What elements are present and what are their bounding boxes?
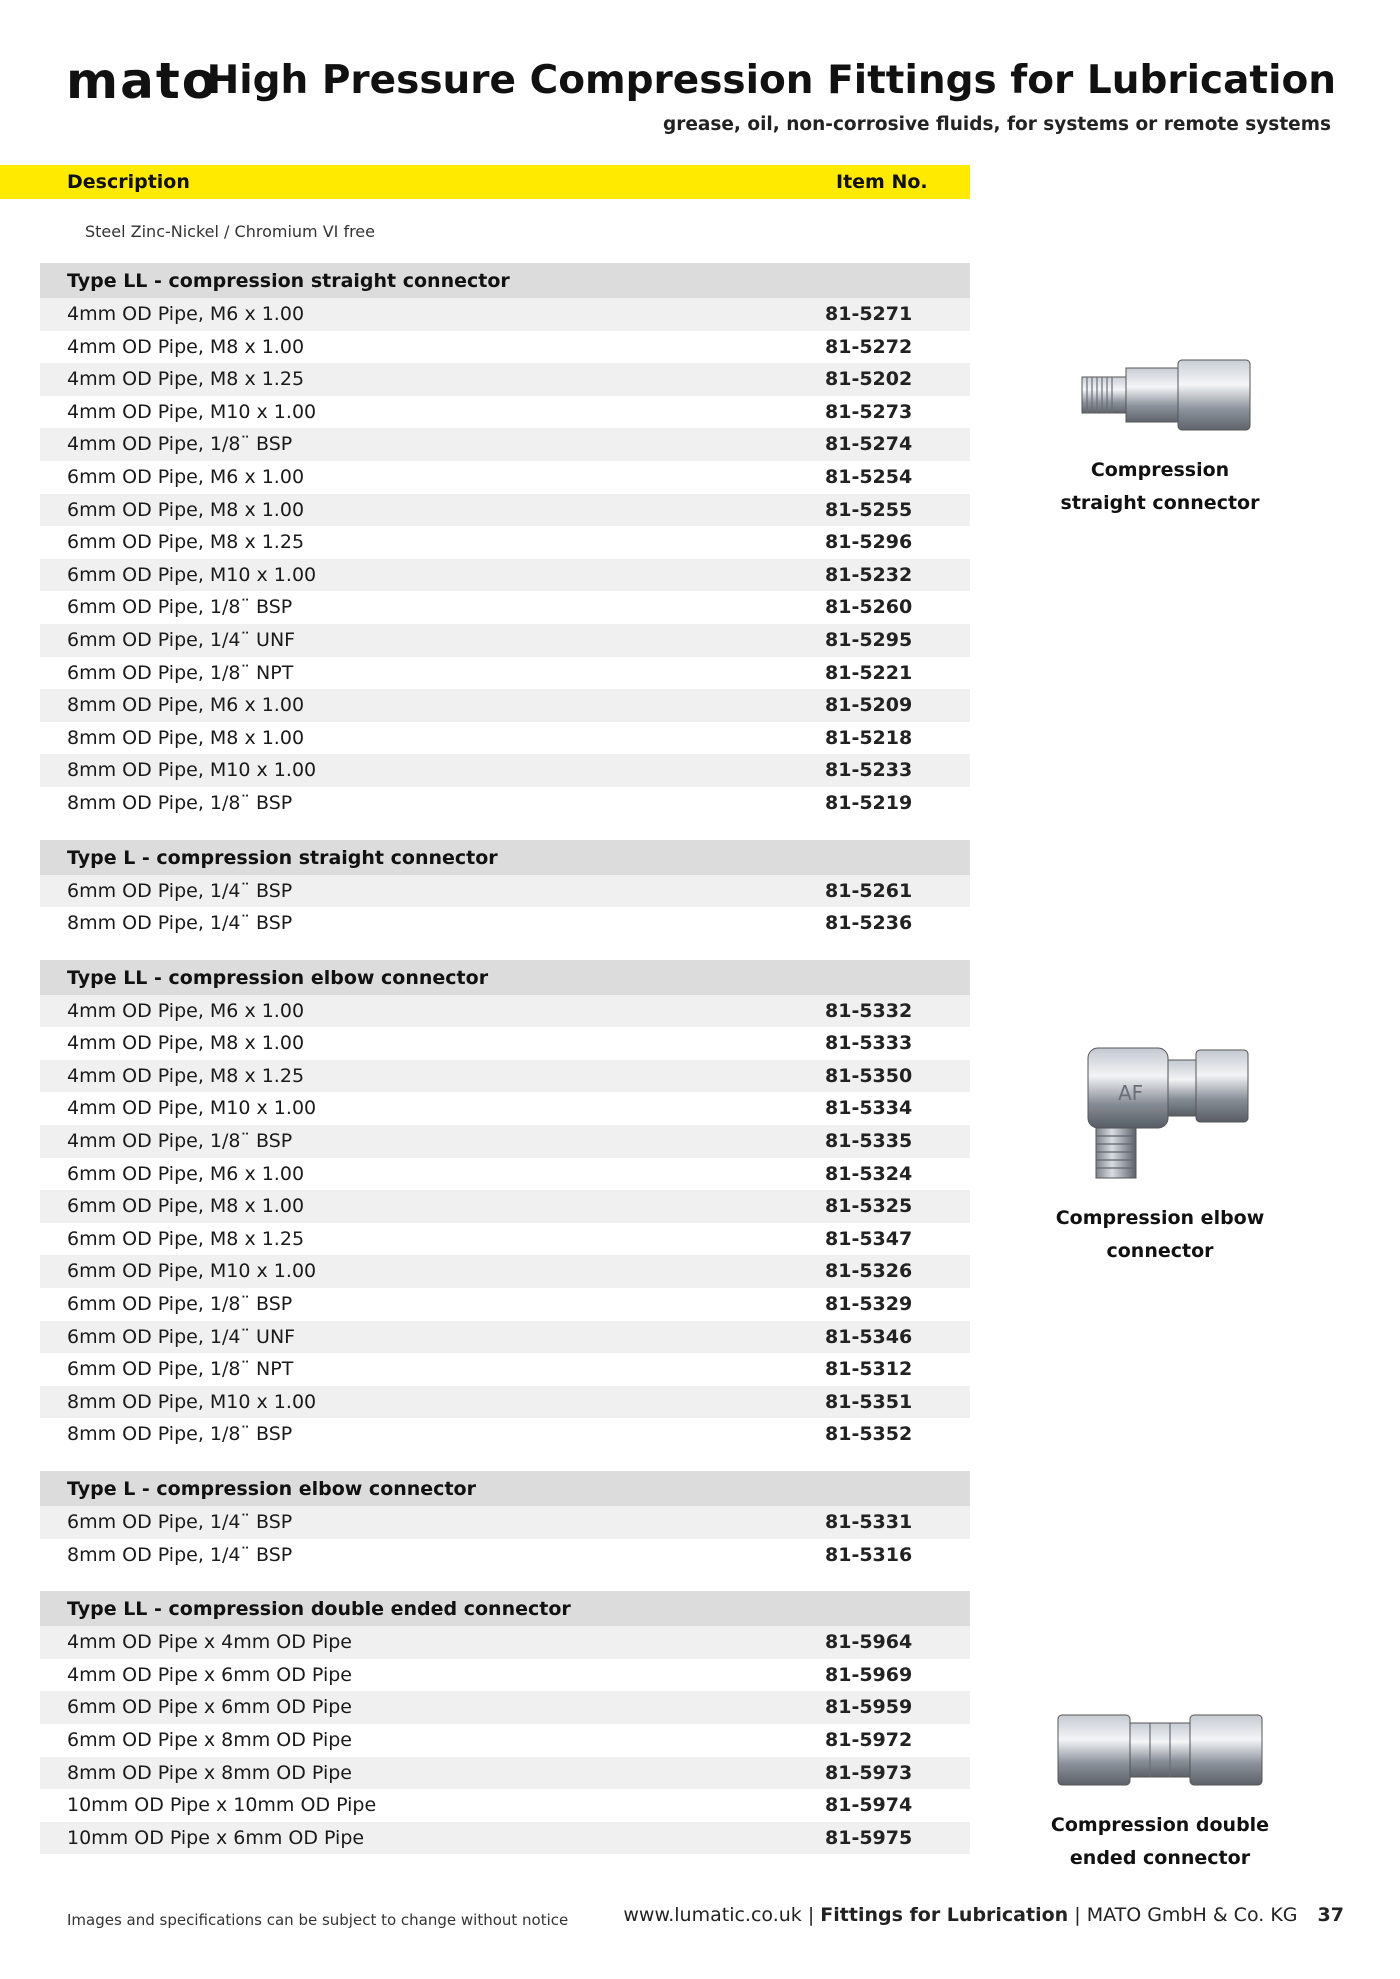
product-group	[40, 840, 970, 940]
row-description: 6mm OD Pipe, 1/4¨ BSP	[67, 879, 293, 902]
straight-connector-caption-line2: straight connector	[1060, 492, 1260, 514]
table-row	[40, 1691, 970, 1724]
row-description: 8mm OD Pipe, 1/4¨ BSP	[67, 1543, 293, 1566]
row-description: 6mm OD Pipe, M6 x 1.00	[67, 1162, 305, 1185]
row-description: 6mm OD Pipe, M6 x 1.00	[67, 465, 305, 488]
row-item-number: 81-5219	[825, 791, 913, 814]
row-description: 4mm OD Pipe, M6 x 1.00	[67, 303, 305, 325]
table-row	[40, 1060, 970, 1093]
row-item-number: 81-5274	[825, 433, 913, 456]
row-description: 4mm OD Pipe, 1/8¨ BSP	[67, 1130, 293, 1153]
table-row	[40, 1190, 970, 1223]
table-row	[40, 1321, 970, 1354]
footer-website-link[interactable]: www.lumatic.co.uk	[623, 1904, 802, 1926]
straight-connector-image	[1060, 350, 1260, 440]
table-row	[40, 995, 970, 1028]
page-subtitle: grease, oil, non-corrosive fluids, for systems or remote systems	[662, 114, 1331, 135]
table-row	[40, 1158, 970, 1191]
column-header-item-no: Item No.	[836, 171, 928, 193]
page-title: High Pressure Compression Fittings for Lubrication	[206, 58, 1336, 103]
table-row	[40, 1353, 970, 1386]
table-row	[40, 1288, 970, 1321]
row-item-number: 81-5346	[825, 1325, 913, 1348]
logo: mato	[66, 52, 219, 110]
row-item-number: 81-5236	[825, 912, 913, 935]
row-description: 6mm OD Pipe, M8 x 1.00	[67, 498, 305, 521]
row-description: 10mm OD Pipe x 6mm OD Pipe	[67, 1826, 365, 1849]
row-item-number: 81-5255	[825, 498, 913, 521]
row-description: 4mm OD Pipe, 1/8¨ BSP	[67, 433, 293, 456]
row-description: 4mm OD Pipe, M8 x 1.00	[67, 1032, 305, 1055]
row-item-number: 81-5218	[825, 726, 913, 749]
page-number: 37	[1317, 1904, 1344, 1926]
product-group	[40, 960, 970, 1451]
row-description: 8mm OD Pipe, 1/4¨ BSP	[67, 912, 293, 935]
footer-company: MATO GmbH & Co. KG	[1086, 1904, 1298, 1926]
elbow-connector-image	[1060, 1038, 1260, 1188]
row-item-number: 81-5332	[825, 999, 913, 1022]
table-row	[40, 1027, 970, 1060]
table-row	[40, 331, 970, 364]
footer-separator: |	[1074, 1904, 1081, 1926]
table-row	[40, 298, 970, 331]
row-item-number: 81-5273	[825, 400, 913, 423]
table-row	[40, 1659, 970, 1692]
row-description: 6mm OD Pipe, 1/8¨ NPT	[67, 661, 294, 684]
table-row	[40, 1506, 970, 1539]
row-description: 8mm OD Pipe, M10 x 1.00	[67, 759, 317, 782]
row-description: 4mm OD Pipe, M8 x 1.25	[67, 1064, 305, 1087]
table-row	[40, 657, 970, 690]
row-description: 6mm OD Pipe, 1/4¨ BSP	[67, 1511, 293, 1533]
product-table	[40, 263, 970, 1874]
footer-section: Fittings for Lubrication	[820, 1904, 1069, 1926]
table-row	[40, 494, 970, 527]
table-row	[40, 722, 970, 755]
footer-separator: |	[807, 1904, 815, 1926]
row-item-number: 81-5969	[825, 1663, 913, 1686]
straight-connector-caption-line1: Compression	[1090, 459, 1230, 481]
table-row	[40, 1386, 970, 1419]
table-row	[40, 1626, 970, 1659]
row-item-number: 81-5331	[825, 1511, 913, 1533]
row-description: 6mm OD Pipe, M8 x 1.00	[67, 1195, 305, 1218]
table-row	[40, 1822, 970, 1855]
table-row	[40, 591, 970, 624]
group-header: Type L - compression straight connector	[40, 840, 970, 875]
row-item-number: 81-5964	[825, 1631, 913, 1654]
row-item-number: 81-5347	[825, 1227, 913, 1250]
group-rows	[40, 875, 970, 940]
row-description: 8mm OD Pipe, M8 x 1.00	[67, 726, 305, 749]
row-item-number: 81-5233	[825, 759, 913, 782]
product-group	[40, 1591, 970, 1854]
row-item-number: 81-5202	[825, 368, 913, 391]
row-item-number: 81-5260	[825, 596, 913, 619]
row-item-number: 81-5959	[825, 1696, 913, 1719]
row-description: 6mm OD Pipe, M8 x 1.25	[67, 1227, 305, 1250]
row-description: 6mm OD Pipe, M10 x 1.00	[67, 1260, 317, 1283]
row-item-number: 81-5209	[825, 694, 913, 717]
row-item-number: 81-5296	[825, 531, 913, 554]
table-row	[40, 1125, 970, 1158]
table-row	[40, 787, 970, 820]
column-header-description: Description	[67, 171, 190, 193]
row-item-number: 81-5350	[825, 1064, 913, 1087]
table-row	[40, 1092, 970, 1125]
row-description: 6mm OD Pipe, 1/8¨ BSP	[67, 1293, 293, 1316]
row-item-number: 81-5974	[825, 1794, 913, 1817]
table-row	[40, 526, 970, 559]
row-item-number: 81-5295	[825, 628, 913, 651]
table-header	[0, 165, 970, 199]
table-row	[40, 396, 970, 429]
row-description: 4mm OD Pipe x 6mm OD Pipe	[67, 1663, 352, 1686]
row-item-number: 81-5261	[825, 879, 913, 902]
table-row	[40, 1418, 970, 1451]
group-header: Type L - compression elbow connector	[40, 1471, 970, 1506]
group-header: Type LL - compression elbow connector	[40, 960, 970, 995]
row-description: 6mm OD Pipe, 1/8¨ NPT	[67, 1358, 294, 1381]
row-description: 6mm OD Pipe, M8 x 1.25	[67, 531, 305, 554]
figure-double-ended-connector	[1040, 1705, 1280, 1875]
row-item-number: 81-5316	[825, 1543, 913, 1566]
figure-straight-connector	[1040, 350, 1280, 520]
group-header: Type LL - compression straight connector	[40, 263, 970, 298]
row-item-number: 81-5254	[825, 465, 913, 488]
row-description: 10mm OD Pipe x 10mm OD Pipe	[67, 1794, 377, 1817]
row-description: 4mm OD Pipe, M10 x 1.00	[67, 1097, 317, 1120]
row-item-number: 81-5232	[825, 563, 913, 586]
table-row	[40, 624, 970, 657]
row-description: 4mm OD Pipe, M8 x 1.25	[67, 368, 305, 391]
product-group	[40, 1471, 970, 1571]
elbow-connector-caption-line2: connector	[1106, 1240, 1214, 1262]
table-row	[40, 461, 970, 494]
table-row	[40, 754, 970, 787]
table-row	[40, 1255, 970, 1288]
row-description: 8mm OD Pipe x 8mm OD Pipe	[67, 1761, 352, 1784]
row-description: 8mm OD Pipe, M6 x 1.00	[67, 694, 305, 717]
row-item-number: 81-5324	[825, 1162, 913, 1185]
table-row	[40, 1223, 970, 1256]
row-description: 4mm OD Pipe, M10 x 1.00	[67, 400, 317, 423]
group-rows	[40, 995, 970, 1451]
elbow-stamp-text: AF	[1118, 1081, 1144, 1105]
table-row	[40, 689, 970, 722]
table-row	[40, 363, 970, 396]
row-item-number: 81-5972	[825, 1728, 913, 1751]
row-item-number: 81-5325	[825, 1195, 913, 1218]
row-description: 8mm OD Pipe, M10 x 1.00	[67, 1390, 317, 1413]
product-group	[40, 263, 970, 820]
table-row	[40, 1789, 970, 1822]
table-row	[40, 907, 970, 940]
table-row	[40, 875, 970, 908]
row-description: 4mm OD Pipe, M6 x 1.00	[67, 999, 305, 1022]
row-item-number: 81-5329	[825, 1293, 913, 1316]
table-row	[40, 1724, 970, 1757]
row-description: 4mm OD Pipe x 4mm OD Pipe	[67, 1631, 352, 1654]
row-description: 6mm OD Pipe, 1/4¨ UNF	[67, 1325, 296, 1348]
material-note: Steel Zinc-Nickel / Chromium VI free	[85, 222, 375, 241]
group-rows	[40, 1626, 970, 1854]
row-item-number: 81-5333	[825, 1032, 913, 1055]
double-ended-connector-caption-line2: ended connector	[1069, 1847, 1251, 1869]
row-description: 8mm OD Pipe, 1/8¨ BSP	[67, 1423, 293, 1446]
group-header: Type LL - compression double ended connector	[40, 1591, 970, 1626]
row-item-number: 81-5334	[825, 1097, 913, 1120]
figure-elbow-connector	[1040, 1038, 1280, 1268]
row-description: 4mm OD Pipe, M8 x 1.00	[67, 335, 305, 358]
row-item-number: 81-5351	[825, 1390, 913, 1413]
row-item-number: 81-5221	[825, 661, 913, 684]
row-description: 6mm OD Pipe x 8mm OD Pipe	[67, 1728, 352, 1751]
row-description: 8mm OD Pipe, 1/8¨ BSP	[67, 791, 293, 814]
footer-info	[623, 1904, 1344, 1926]
group-rows	[40, 298, 970, 820]
elbow-connector-caption-line1: Compression elbow	[1055, 1207, 1265, 1229]
row-description: 6mm OD Pipe x 6mm OD Pipe	[67, 1696, 352, 1719]
footer-disclaimer: Images and specifications can be subject to change without notice	[67, 1911, 569, 1929]
row-item-number: 81-5312	[825, 1358, 913, 1381]
row-description: 6mm OD Pipe, M10 x 1.00	[67, 563, 317, 586]
table-row	[40, 428, 970, 461]
double-ended-connector-image	[1050, 1705, 1270, 1795]
row-item-number: 81-5271	[825, 303, 913, 325]
table-row	[40, 559, 970, 592]
table-row	[40, 1757, 970, 1790]
table-row	[40, 1539, 970, 1572]
row-item-number: 81-5973	[825, 1761, 913, 1784]
row-item-number: 81-5975	[825, 1826, 913, 1849]
row-item-number: 81-5272	[825, 335, 913, 358]
row-item-number: 81-5326	[825, 1260, 913, 1283]
row-item-number: 81-5352	[825, 1423, 913, 1446]
group-rows	[40, 1506, 970, 1571]
double-ended-connector-caption-line1: Compression double	[1050, 1814, 1270, 1836]
row-item-number: 81-5335	[825, 1130, 913, 1153]
row-description: 6mm OD Pipe, 1/8¨ BSP	[67, 596, 293, 619]
row-description: 6mm OD Pipe, 1/4¨ UNF	[67, 628, 296, 651]
